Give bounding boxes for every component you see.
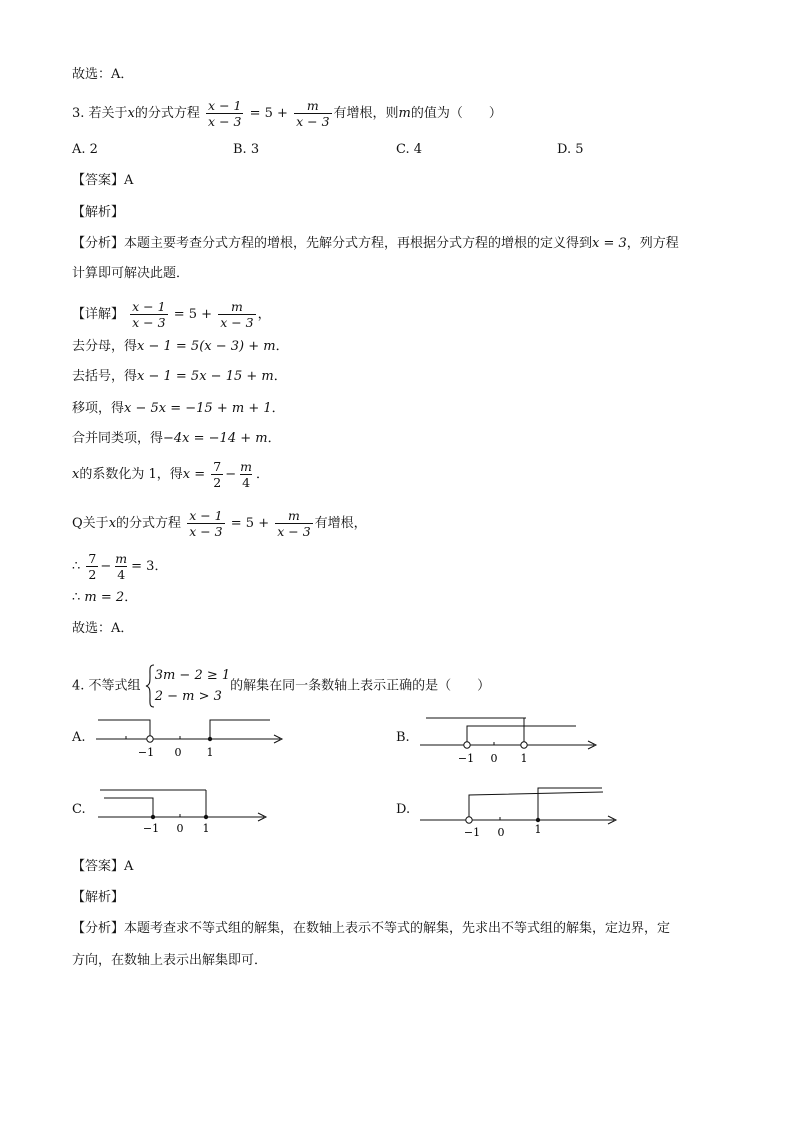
detail-fraction-1: $\frac{x - 1}{x - 3}$ — [132, 299, 166, 330]
therefore-frac-7-2: $\frac{7}{2}$ — [88, 551, 97, 582]
q3-post1: 有增根，则 — [333, 106, 399, 121]
answer-3: 【答案】A — [72, 173, 134, 188]
tick-label-neg1: −1 — [457, 752, 475, 765]
because-symbol: Q — [72, 516, 83, 531]
because-fraction-1: $\frac{x - 1}{x - 3}$ — [189, 508, 223, 539]
frac-m-4: $\frac{m}{4}$ — [240, 459, 252, 490]
answer-choice-line: 故选：A． — [72, 67, 134, 82]
step-4: 合并同类项，得−4x = −14 + m． — [72, 431, 281, 446]
analysis-3-line2: 计算即可解决此题． — [72, 266, 190, 281]
tick-label-1: 1 — [534, 823, 542, 836]
analysis-3-line1: 【分析】本题主要考查分式方程的增根，先解分式方程，再根据分式方程的增根的定义得到x = 3，列方程 — [72, 236, 679, 251]
tick-label-0: 0 — [490, 752, 498, 765]
answer-4: 【答案】A — [72, 859, 134, 874]
question-3 — [72, 98, 502, 129]
question-4: 4. 不等式组 3m − 2 ≥ 1 2 − m > 3 的解集在同一条数轴上表示正确的是（ ） — [72, 664, 490, 708]
detail-heading: 【详解】 $\frac{x - 1}{x - 3}$ = 5 + $\frac{m}{x - 3}$ ， — [72, 299, 271, 330]
number-line-d — [418, 780, 620, 840]
step-1: 去分母，得x − 1 = 5(x − 3) + m． — [72, 339, 289, 354]
q3-mid: 的分式方程 — [134, 106, 200, 121]
option-a-label: A. — [72, 730, 86, 745]
option-d: D. 5 — [557, 142, 584, 157]
therefore-line-1: ∴ $\frac{7}{2}$ − $\frac{m}{4}$ = 3． — [72, 551, 168, 582]
option-c-label: C. — [72, 802, 86, 817]
fraction-m-x3: $\frac{m}{x - 3}$ — [296, 98, 330, 129]
analysis-4-line2: 方向，在数轴上表示出解集即可． — [72, 953, 268, 968]
q3-post2: 的值为（ ） — [410, 106, 502, 121]
q3-var-x: x — [127, 106, 135, 121]
tick-label-0: 0 — [174, 746, 182, 759]
q3-var-m: m — [398, 106, 411, 121]
inequality-system: 3m − 2 ≥ 1 2 − m > 3 — [154, 668, 231, 704]
tick-label-1: 1 — [202, 822, 210, 834]
option-b-label: B. — [396, 730, 410, 745]
number-line-a — [90, 712, 290, 760]
detail-fraction-2: $\frac{m}{x - 3}$ — [220, 299, 254, 330]
tick-label-neg1: −1 — [142, 822, 160, 834]
analysis-3-heading: 【解析】 — [72, 205, 125, 220]
tick-label-1: 1 — [206, 746, 214, 759]
number-line-b — [418, 708, 602, 766]
tick-label-neg1: −1 — [463, 826, 481, 839]
option-c: C. 4 — [396, 142, 423, 157]
step-3: 移项，得x − 5x = −15 + m + 1． — [72, 401, 285, 416]
therefore-line-2: ∴ m = 2． — [72, 590, 138, 605]
tick-label-0: 0 — [497, 826, 505, 839]
analysis-4-heading: 【解析】 — [72, 890, 125, 905]
therefore-symbol: ∴ — [72, 559, 81, 574]
tick-label-1: 1 — [520, 752, 528, 765]
frac-7-2: $\frac{7}{2}$ — [213, 459, 222, 490]
left-brace-icon — [145, 664, 155, 708]
step-5: x的系数化为 1，得x = $\frac{7}{2}$ − $\frac{m}{4}$ ． — [72, 459, 269, 490]
eq-x3: x = 3 — [592, 236, 627, 251]
option-b: B. 3 — [233, 142, 260, 157]
option-a: A. 2 — [72, 142, 98, 157]
tick-label-neg1: −1 — [137, 746, 155, 759]
tick-label-0: 0 — [176, 822, 184, 834]
answer-choice-line-2: 故选：A． — [72, 621, 134, 636]
q3-prefix: 3. 若关于 — [72, 106, 128, 121]
fraction-x1-x3: $\frac{x - 1}{x - 3}$ — [208, 98, 242, 129]
step-2: 去括号，得x − 1 = 5x − 15 + m． — [72, 369, 287, 384]
because-line: Q关于x的分式方程 $\frac{x - 1}{x - 3}$ = 5 + $\frac{m}{x - 3}$ 有增根， — [72, 508, 367, 539]
option-d-label: D. — [396, 802, 411, 817]
analysis-4-line1: 【分析】本题考查求不等式组的解集，在数轴上表示不等式的解集，先求出不等式组的解集，定边界，定 — [72, 921, 671, 936]
eq-five: = 5 + — [249, 106, 288, 121]
therefore-frac-m-4: $\frac{m}{4}$ — [115, 551, 128, 582]
detail-label: 【详解】 — [72, 307, 125, 322]
number-line-c — [96, 780, 276, 834]
because-fraction-2: $\frac{m}{x - 3}$ — [277, 508, 311, 539]
